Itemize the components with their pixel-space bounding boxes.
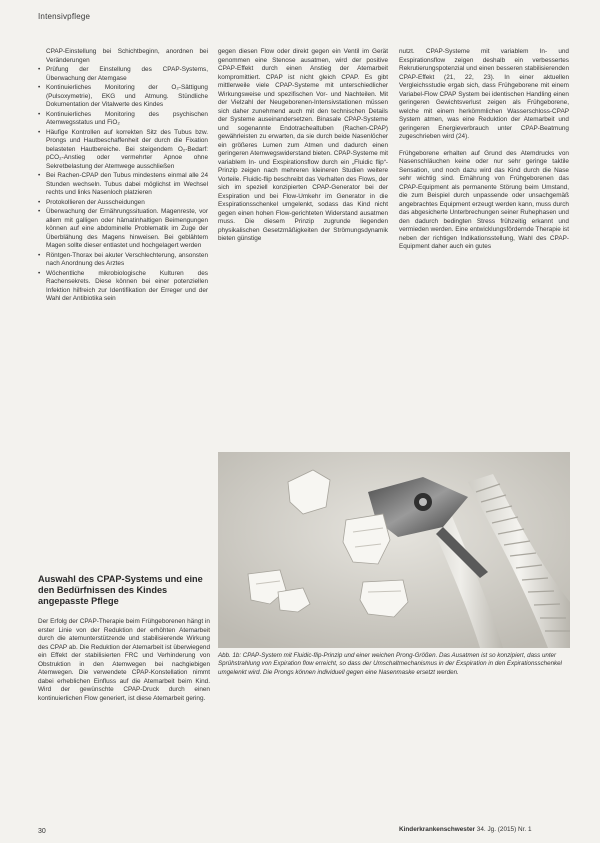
cpap-equipment-photo	[218, 452, 570, 648]
section-heading: Auswahl des CPAP-Systems und eine den Bedürfnissen des Kindes angepasste Pflege	[38, 574, 203, 606]
running-head: Intensivpflege	[38, 12, 91, 21]
checklist-item: • Bei Rachen-CPAP den Tubus mindestens einmal alle 24 Stunden wechseln. Tubus dabei möglichst im Wechsel rechts und links Nasenloch platzieren	[38, 172, 208, 198]
column-1	[38, 48, 208, 305]
cpap-equipment-illustration	[218, 452, 570, 648]
checklist-item: • Röntgen-Thorax bei akuter Verschlechterung, ansonsten nach Anordnung des Arztes	[38, 252, 208, 269]
publication-footer	[399, 826, 532, 833]
column-2-text: gegen diesen Flow oder direkt gegen ein Ventil im Gerät genommen eine Stenose ausatmen, wird der positive CPAP-Effekt durch einen Anstieg der Atemarbeit kompromittiert. CPAP ist nicht gleich CPAP. Es gibt mittlerweile viele CPAP-Systeme mit unterschiedlicher Wirkungsweise und spezifischen Vor- und Nachteilen. Mit der Vielzahl der Neugeborenen-Intensivstationen müssen sich daher zunehmend auch mit den technischen Details der Systeme auseinandersetzen. Binasale CPAP-Systeme und sogenannte Endotrachealtuben (Rachen-CPAP) gewährleisten zu erwarten, da sie durch beide Nasenlöcher ein größeres Lumen zum Atmen und dadurch einen geringeren Atemwegswiderstand bieten. CPAP-Systeme mit variablem In- und Exspirationsflow durch ein „Fluidic flip“-Prinzip zeigen nach mehreren kleineren Studien weitere Vorteile. Fluidic-flip beschreibt das Verhalten des Flows, der sich im speziell konzipierten CPAP-Generator bei der Exspiration und bei Flow-Umkehr im Generator in die Exspirationsschenkel umgelenkt, sodass das Kind nicht gegen einen hohen Flow-gerichteten Widerstand ausatmen muss. Die diesem Prinzip zugrunde liegenden physikalischen Gesetzmäßigkeiten der Strömungsdynamik bieten günstige	[218, 48, 388, 242]
column-3-paragraph-1: nutzt. CPAP-Systeme mit variablem In- und Exspirationsflow zeigen deshalb ein verbessertes Rekrutierungspotenzial und einen besseren stabilisierenden CPAP-Effekt (21, 22, 23). In einer aktuellen Vergleichsstudie ergab sich, dass Frühgeborene mit einem Variabel-Flow CPAP System bei identischen Handling einen geringeren Gewichtsverlust zeigen als Frühgeborene, welche mit einem herkömmlichen Wasserschloss-CPAP System atmen, was eine Reduktion der Atemarbeit und geringeren Energieverbrauch unter CPAP-Beatmung zugeschrieben wird (24).	[399, 48, 569, 140]
checklist-item: • Überwachung der Ernährungssituation. Magenreste, vor allem mit galligen oder hämatinhaltigen Beimengungen können auf eine abdominelle Problematik im Zuge der Überblähung des Magens hinweisen. Bei geblähtem Magen sollte dieser entlastet und hochgelagert werden	[38, 208, 208, 251]
checklist-item: • Häufige Kontrollen auf korrekten Sitz des Tubus bzw. Prongs und Hautbeschaffenheit der durch die Fixation belasteten Hautbereiche. Bei steigendem O₂-Bedarf: pCO₂-Anstieg oder vermehrter Apnoe ohne Sekretbelastung der Atemwege ausschließen	[38, 129, 208, 172]
checklist-item: • Kontinuierliches Monitoring der O₂-Sättigung (Pulsoxymetrie), EKG und Atmung. Stündliche Dokumentation der Vitalwerte des Kindes	[38, 84, 208, 110]
checklist-item: • Protokollieren der Ausscheidungen	[38, 199, 208, 208]
checklist-item: • Prüfung der Einstellung des CPAP-Systems, Überwachung der Atemgase	[38, 66, 208, 83]
column-3-paragraph-2: Frühgeborene erhalten auf Grund des Atemdrucks von Nasenschläuchen keine oder nur sehr geringe taktile Sensation, und noch dazu wird das Kind durch die Nase sehr wichtig sind. Ernährung von Frühgeborenen das CPAP-Equipment als permanente Störung beim Umstand, die zum Beispiel durch unpassende oder unsachgemäß angebrachtes Equipment erzeugt werden kann, muss durch das abgesicherte Unterbrechungen seiner Ruhephasen und den dadurch bedingten Stress frühzeitig erkannt und vermieden werden. Eine entwicklungsfördernde Therapie ist neben der richtigen Indikationsstellung, Wahl des CPAP-Equipment daher auch ein gutes	[399, 149, 569, 250]
column-3	[399, 48, 569, 260]
checklist-item: • Wöchentliche mikrobiologische Kulturen des Rachensekrets. Diese können bei einer potenziellen Infektion hilfreich zur Identifikation der Erreger und der Wahl der Antibiotika sein	[38, 270, 208, 304]
publication-issue: 34. Jg. (2015) Nr. 1	[476, 826, 532, 833]
publication-name: Kinderkrankenschwester	[399, 826, 476, 833]
page-number: 30	[38, 828, 46, 835]
section-body: Der Erfolg der CPAP-Therapie beim Frühgeborenen hängt in erster Linie von der Reduktion der erhöhten Atemarbeit durch die atemunterstützende und stabilisierende Wirkung des CPAP ab. Die Reduktion der Atemarbeit ist überwiegend ein Effekt der stabilisierten FRC und Verhinderung von Obstruktion in den Atemwegen bei nachgiebigen Atemwegen. Die verwendete CPAP-Konstellation nimmt dabei erheblichen Einfluss auf die Atemarbeit beim Kind. Wird der gewünschte CPAP-Druck durch einen kontinuierlichen Flow generiert, ist diese Atemarbeit gering.	[38, 618, 210, 702]
care-checklist	[38, 66, 208, 304]
column-1-lead-in: CPAP-Einstellung bei Schichtbeginn, anordnen bei Veränderungen	[46, 48, 208, 64]
figure-caption: Abb. 1b: CPAP-System mit Fluidic-flip-Prinzip und einer weichen Prong-Größen. Das Ausatmen ist so konzipiert, dass unter Sprühstrahlung von Expiration flow erreicht, so dass der Umschaltmechanismus in der Exspiration in den Expirationsschenkel umgelenkt wird. Die Prongs können individuell gegen eine Nasenmaske ersetzt werden.	[218, 652, 562, 676]
column-2	[218, 48, 388, 252]
checklist-item: • Kontinuierliches Monitoring des psychischen Atemwegsstatus und FiO₂	[38, 111, 208, 128]
